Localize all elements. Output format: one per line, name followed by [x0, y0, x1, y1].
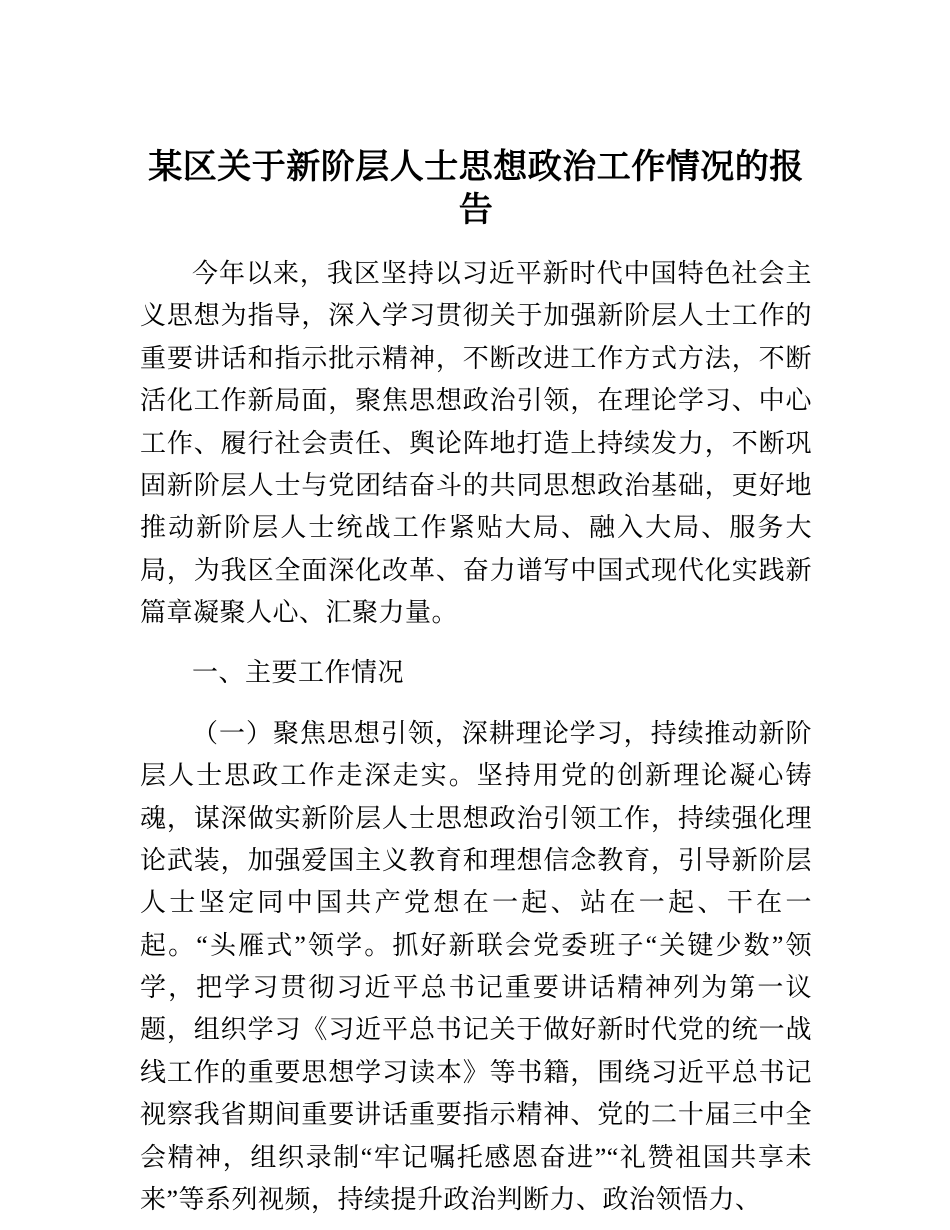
- section-heading-main-work: 一、主要工作情况: [192, 658, 405, 688]
- document-title: 某区关于新阶层人士思想政治工作情况的报告: [148, 148, 804, 229]
- paragraph-section-one: （一）聚焦思想引领，深耕理论学习，持续推动新阶层人士思政工作走深走实。坚持用党的创新理论凝心铸魂，谋深做实新阶层人士思想政治引领工作，持续强化理论武装，加强爱国主义教育和理想信念教育，引导新阶层人士坚定同中国共产党想在一起、站在一起、干在一起。“头雁式”领学。抓好新联会党委班子“关键少数”领学，把学习贯彻习近平总书记重要讲话精神列为第一议题，组织学习《习近平总书记关于做好新时代党的统一战线工作的重要思想学习读本》等书籍，围绕习近平总书记视察我省期间重要讲话重要指示精神、党的二十届三中全会精神，组织录制“牢记嘱托感恩奋进”“礼赞祖国共享未来”等系列视频，持续提升政治判断力、政治领悟力、: [140, 718, 812, 1214]
- paragraph-intro: 今年以来，我区坚持以习近平新时代中国特色社会主义思想为指导，深入学习贯彻关于加强新阶层人士工作的重要讲话和指示批示精神，不断改进工作方式方法，不断活化工作新局面，聚焦思想政治引领，在理论学习、中心工作、履行社会责任、舆论阵地打造上持续发力，不断巩固新阶层人士与党团结奋斗的共同思想政治基础，更好地推动新阶层人士统战工作紧贴大局、融入大局、服务大局，为我区全面深化改革、奋力谱写中国式现代化实践新篇章凝聚人心、汇聚力量。: [140, 259, 812, 627]
